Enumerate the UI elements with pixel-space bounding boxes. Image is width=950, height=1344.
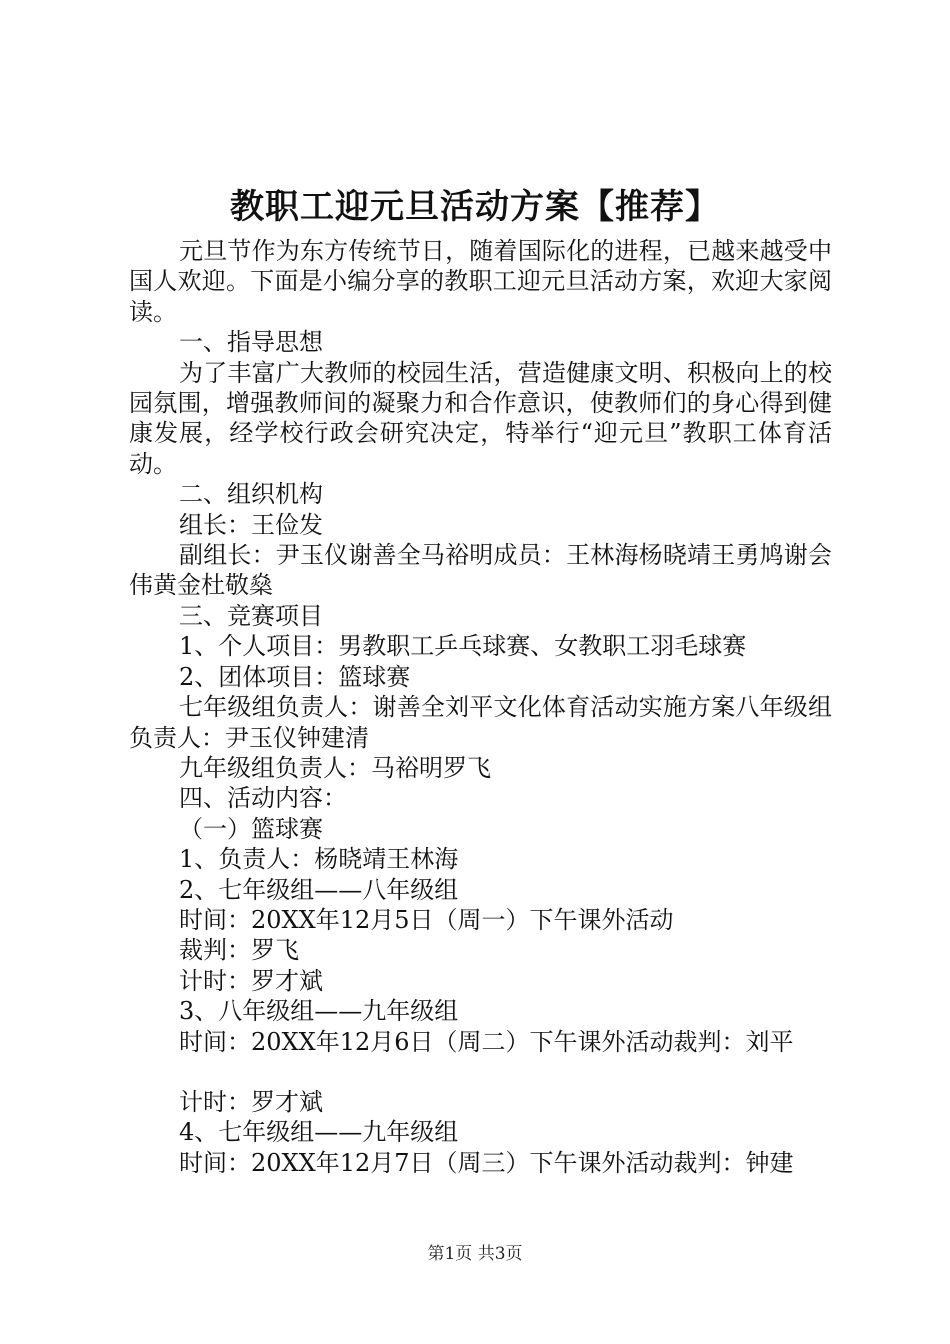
paragraph-leader: 组长：王俭发	[179, 510, 323, 539]
blank-line	[129, 1057, 832, 1087]
paragraph-members: 副组长：尹玉仪谢善全马裕明成员：王林海杨晓靖王勇鸠谢会伟黄金杜敬燊	[129, 541, 832, 600]
paragraph-guiding-idea: 为了丰富广大教师的校园生活，营造健康文明、积极向上的校园氛围，增强教师间的凝聚力和合作意识，使教师们的身心得到健康发展，经学校行政会研究决定，特举行“迎元旦”教职工体育活动。	[129, 358, 832, 478]
list-item-match-8-9: 3、八年级组——九年级组	[179, 997, 459, 1026]
document-body	[129, 236, 832, 1178]
paragraph-referee-1: 裁判：罗飞	[179, 936, 299, 965]
paragraph-time-2: 时间：20XX年12月6日（周二）下午课外活动裁判：刘平	[179, 1027, 794, 1056]
document-title: 教职工迎元旦活动方案【推荐】	[230, 187, 720, 227]
heading-activities: 四、活动内容：	[179, 784, 347, 813]
paragraph-intro: 元旦节作为东方传统节日，随着国际化的进程，已越来越受中国人欢迎。下面是小编分享的教职工迎元旦活动方案，欢迎大家阅读。	[129, 237, 832, 326]
list-item-team: 2、团体项目：篮球赛	[179, 662, 411, 691]
subheading-basketball: （一）篮球赛	[179, 814, 323, 843]
paragraph-grade7-8-leads: 七年级组负责人：谢善全刘平文化体育活动实施方案八年级组负责人：尹玉仪钟建清	[129, 693, 832, 752]
list-item-individual: 1、个人项目：男教职工乒乓球赛、女教职工羽毛球赛	[179, 632, 747, 661]
paragraph-time-1: 时间：20XX年12月5日（周一）下午课外活动	[179, 905, 674, 934]
list-item-match-7-9: 4、七年级组——九年级组	[179, 1118, 459, 1147]
list-item-match-7-8: 2、七年级组——八年级组	[179, 875, 459, 904]
list-item-responsible: 1、负责人：杨晓靖王林海	[179, 845, 459, 874]
page-footer: 第1页 共3页	[427, 1244, 523, 1264]
heading-events: 三、竞赛项目	[179, 601, 323, 630]
heading-guiding-idea: 一、指导思想	[179, 328, 323, 357]
heading-organization: 二、组织机构	[179, 480, 323, 509]
paragraph-grade9-lead: 九年级组负责人：马裕明罗飞	[179, 753, 491, 782]
paragraph-timer-2: 计时：罗才斌	[179, 1087, 323, 1116]
paragraph-timer-1: 计时：罗才斌	[179, 966, 323, 995]
paragraph-time-3: 时间：20XX年12月7日（周三）下午课外活动裁判：钟建	[179, 1148, 794, 1177]
